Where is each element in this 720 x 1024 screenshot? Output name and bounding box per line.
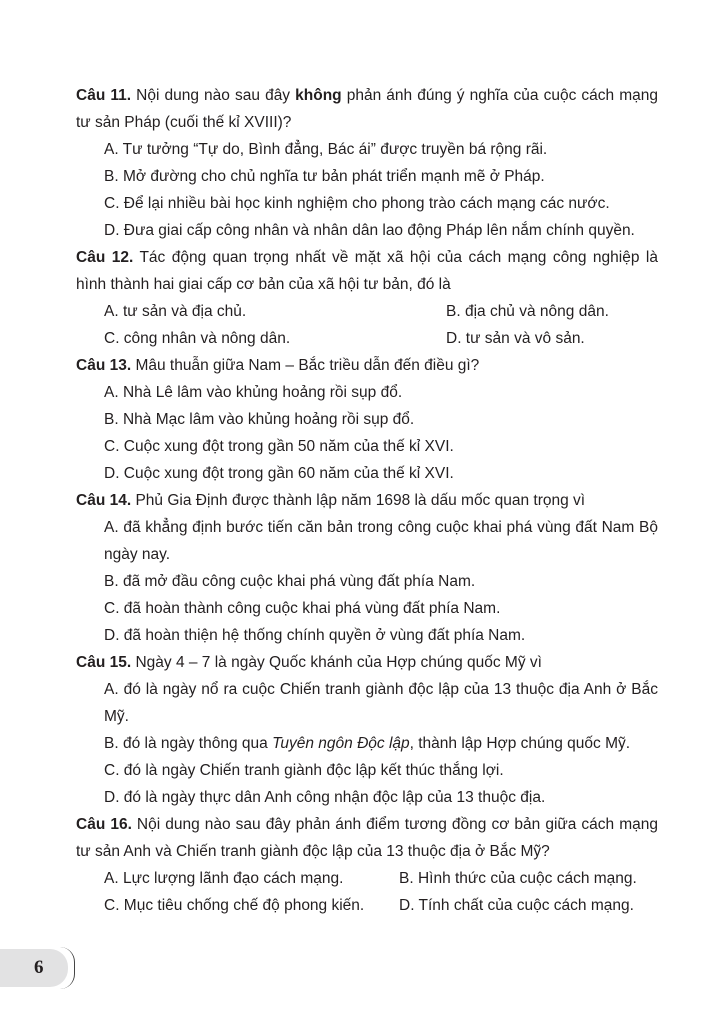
question-13: [76, 352, 658, 487]
stem-text: Nội dung nào sau đây: [131, 87, 296, 104]
question-stem: [76, 352, 658, 379]
page-tab-outline: [60, 947, 75, 989]
question-stem: [76, 649, 658, 676]
question-label: Câu 12.: [76, 249, 134, 266]
question-list: [76, 82, 658, 919]
option-row: [76, 325, 658, 352]
question-label: Câu 15.: [76, 654, 132, 671]
option-b: [76, 730, 658, 757]
option-d: D. Tính chất của cuộc cách mạng.: [399, 897, 634, 914]
option-d: D. đó là ngày thực dân Anh công nhận độc lập của 13 thuộc địa.: [104, 789, 546, 806]
question-14: [76, 487, 658, 649]
option-c: C. công nhân và nông dân.: [104, 330, 291, 347]
question-11: [76, 82, 658, 244]
option-a: A. tư sản và địa chủ.: [104, 303, 247, 320]
option-a: A. đó là ngày nổ ra cuộc Chiến tranh giành độc lập của 13 thuộc địa Anh ở Bắc Mỹ.: [104, 681, 658, 725]
stem-text: Tác động quan trọng nhất về mặt xã hội của cách mạng công nghiệp là hình thành hai giai cấp cơ bản của xã hội tư bản, đó là: [76, 249, 658, 293]
option-a: A. Nhà Lê lâm vào khủng hoảng rồi sụp đổ.: [104, 384, 403, 401]
option-d: D. Cuộc xung đột trong gần 60 năm của thế kỉ XVI.: [104, 465, 454, 482]
question-label: Câu 11.: [76, 87, 132, 104]
option-b: B. đã mở đầu công cuộc khai phá vùng đất phía Nam.: [104, 573, 476, 590]
document-title: Tuyên ngôn Độc lập: [272, 735, 410, 752]
stem-text: Nội dung nào sau đây phản ánh điểm tương đồng cơ bản giữa cách mạng tư sản Anh và Chiến tranh giành độc lập của 13 thuộc địa ở Bắc Mỹ?: [76, 816, 658, 860]
option-b: B. địa chủ và nông dân.: [446, 303, 609, 320]
question-stem: [76, 811, 658, 865]
option-row: [76, 865, 658, 892]
option-d: D. Đưa giai cấp công nhân và nhân dân lao động Pháp lên nắm chính quyền.: [104, 222, 635, 239]
option-c: C. Để lại nhiều bài học kinh nghiệm cho phong trào cách mạng các nước.: [104, 195, 610, 212]
question-15: [76, 649, 658, 811]
option-row: [76, 892, 658, 919]
option-row: [76, 298, 658, 325]
page-number: 6: [34, 957, 44, 978]
option-a: A. Lực lượng lãnh đạo cách mạng.: [104, 870, 344, 887]
question-stem: [76, 244, 658, 298]
option-c: C. đã hoàn thành công cuộc khai phá vùng đất phía Nam.: [104, 600, 501, 617]
question-label: Câu 13.: [76, 357, 132, 374]
option-c: C. đó là ngày Chiến tranh giành độc lập kết thúc thắng lợi.: [104, 762, 504, 779]
question-stem: [76, 82, 658, 136]
option-text: B. đó là ngày thông qua: [104, 735, 273, 752]
option-d: D. tư sản và vô sản.: [446, 330, 585, 347]
option-text: , thành lập Hợp chúng quốc Mỹ.: [409, 735, 631, 752]
question-label: Câu 14.: [76, 492, 132, 509]
option-b: B. Nhà Mạc lâm vào khủng hoảng rồi sụp đổ.: [104, 411, 415, 428]
question-stem: [76, 487, 658, 514]
stem-text: Ngày 4 – 7 là ngày Quốc khánh của Hợp chúng quốc Mỹ vì: [131, 654, 542, 671]
stem-text: phản ánh đúng ý nghĩa của cuộc cách mạng tư sản Pháp (cuối thế kỉ XVIII)?: [76, 87, 658, 131]
option-a: A. Tư tưởng “Tự do, Bình đẳng, Bác ái” được truyền bá rộng rãi.: [104, 141, 548, 158]
option-b: B. Hình thức của cuộc cách mạng.: [399, 870, 637, 887]
option-d: D. đã hoàn thiện hệ thống chính quyền ở vùng đất phía Nam.: [104, 627, 526, 644]
question-label: Câu 16.: [76, 816, 132, 833]
option-c: C. Mục tiêu chống chế độ phong kiến.: [104, 897, 365, 914]
option-b: B. Mở đường cho chủ nghĩa tư bản phát triển mạnh mẽ ở Pháp.: [104, 168, 545, 185]
question-16: [76, 811, 658, 919]
stem-text: Mâu thuẫn giữa Nam – Bắc triều dẫn đến điều gì?: [131, 357, 480, 374]
option-a: A. đã khẳng định bước tiến căn bản trong công cuộc khai phá vùng đất Nam Bộ ngày nay.: [104, 519, 658, 563]
stem-text: Phủ Gia Định được thành lập năm 1698 là dấu mốc quan trọng vì: [131, 492, 586, 509]
emphasis-text: không: [295, 87, 342, 104]
question-12: [76, 244, 658, 352]
option-c: C. Cuộc xung đột trong gần 50 năm của thế kỉ XVI.: [104, 438, 454, 455]
